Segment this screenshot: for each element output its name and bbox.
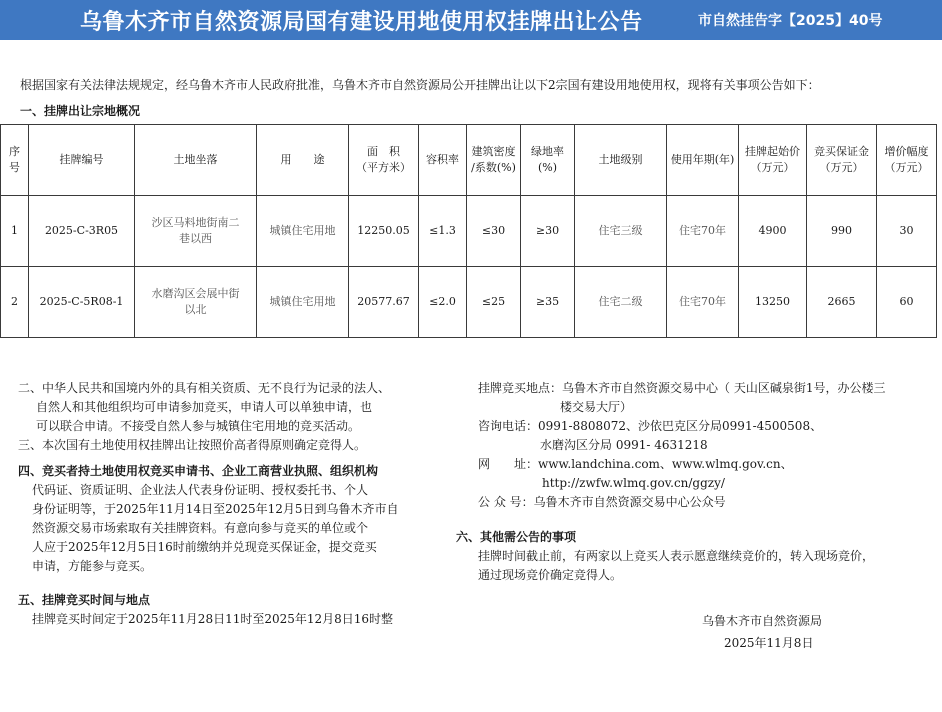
cell-seq: 1 (1, 196, 29, 267)
col-header-inc-l2: （万元） (884, 161, 929, 174)
contact-phone-line: 咨询电话：0991-8808072、沙依巴克区分局0991-4500508、 (478, 419, 823, 433)
col-header-area (349, 125, 419, 196)
table-row (1, 196, 937, 267)
auction-place-line: 挂牌竞买地点：乌鲁木齐市自然资源交易中心（ 天山区碱泉街1号，办公楼三 (478, 381, 886, 395)
cell-far: ≤2.0 (419, 267, 467, 338)
col-header-deposit (807, 125, 877, 196)
col-header-density-l1: 建筑密度 (471, 145, 516, 158)
land-parcel-table (0, 124, 937, 338)
col-header-use: 用 途 (257, 125, 349, 196)
col-header-area-l2: （平方米） (356, 161, 411, 174)
document-number: 市自然挂告字【2025】40号 (698, 13, 883, 29)
cell-seq: 2 (1, 267, 29, 338)
col-header-deposit-l2: （万元） (819, 161, 864, 174)
section-2-line: 二、中华人民共和国境内外的具有相关资质、无不良行为记录的法人、 (18, 381, 391, 395)
col-header-seq: 序号 (1, 125, 29, 196)
col-header-location: 土地坐落 (135, 125, 257, 196)
col-header-start-price (739, 125, 807, 196)
cell-location-l1: 沙区马料地街南二 (151, 216, 240, 229)
section-6-title: 六、其他需公告的事项 (456, 530, 577, 544)
cell-green: ≥35 (521, 267, 575, 338)
section-4-line: 申请，方能参与竞买。 (32, 559, 153, 573)
wechat-account-line: 公 众 号：乌鲁木齐市自然资源交易中心公众号 (478, 495, 726, 509)
section-4-line: 代码证、资质证明、企业法人代表身份证明、授权委托书、个人 (32, 483, 369, 497)
cell-years: 住宅70年 (667, 267, 739, 338)
table-header-row (1, 125, 937, 196)
contact-phone-line: 水磨沟区分局 0991- 4631218 (540, 438, 708, 452)
section-4-line: 人应于2025年12月5日16时前缴纳并兑现竞买保证金，提交竞买 (32, 540, 377, 554)
col-header-inc-l1: 增价幅度 (884, 145, 929, 158)
section-6-line: 挂牌时间截止前，有两家以上竞买人表示愿意继续竞价的，转入现场竞价， (478, 549, 875, 563)
cell-density: ≤25 (467, 267, 521, 338)
section-5-time: 挂牌竞买时间定于2025年11月28日11时至2025年12月8日16时整 (32, 612, 394, 626)
table-row (1, 267, 937, 338)
section-1-title: 一、挂牌出让宗地概况 (20, 104, 141, 118)
section-4-line (18, 462, 438, 481)
section-4-line: 身份证明等，于2025年11月14日至2025年12月5日到乌鲁木齐市自 (32, 502, 399, 516)
col-header-area-l1: 面 积 (367, 145, 400, 158)
col-header-green (521, 125, 575, 196)
cell-use: 城镇住宅用地 (257, 196, 349, 267)
website-line: http://zwfw.wlmq.gov.cn/ggzy/ (542, 476, 725, 490)
col-header-code: 挂牌编号 (29, 125, 135, 196)
cell-code: 2025-C-3R05 (29, 196, 135, 267)
cell-density: ≤30 (467, 196, 521, 267)
cell-far: ≤1.3 (419, 196, 467, 267)
section-4 (18, 462, 438, 576)
col-header-green-l1: 绿地率 (531, 145, 564, 158)
col-header-start-l2: （万元） (750, 161, 795, 174)
col-header-start-l1: 挂牌起始价 (745, 145, 800, 158)
cell-years: 住宅70年 (667, 196, 739, 267)
cell-area: 12250.05 (349, 196, 419, 267)
col-header-years: 使用年期(年) (667, 125, 739, 196)
cell-increment: 60 (877, 267, 937, 338)
cell-use: 城镇住宅用地 (257, 267, 349, 338)
section-6 (456, 528, 936, 585)
section-5-title: 五、挂牌竞买时间与地点 (18, 593, 151, 607)
header-banner (0, 0, 942, 40)
intro-text: 根据国家有关法律法规规定，经乌鲁木齐市人民政府批准，乌鲁木齐市自然资源局公开挂牌出让以下2宗国有建设用地使用权，现将有关事项公告如下： (20, 78, 820, 92)
cell-start-price: 13250 (739, 267, 807, 338)
col-header-far: 容积率 (419, 125, 467, 196)
section-2 (18, 379, 438, 455)
col-header-density (467, 125, 521, 196)
cell-location (135, 267, 257, 338)
cell-green: ≥30 (521, 196, 575, 267)
section-2-line: 可以联合申请。不接受自然人参与城镇住宅用地的竞买活动。 (36, 419, 361, 433)
col-header-increment (877, 125, 937, 196)
col-header-density-l2: /系数(%) (471, 161, 516, 174)
cell-area: 20577.67 (349, 267, 419, 338)
section-6-line: 通过现场竞价确定竞得人。 (478, 568, 623, 582)
footer-date: 2025年11月8日 (724, 636, 814, 650)
section-4-line: 然资源交易市场索取有关挂牌资料。有意向参与竞买的单位或个 (32, 521, 369, 535)
website-line: 网 址：www.landchina.com、www.wlmq.gov.cn、 (478, 457, 793, 471)
page-title: 乌鲁木齐市自然资源局国有建设用地使用权挂牌出让公告 (80, 10, 643, 35)
cell-code: 2025-C-5R08-1 (29, 267, 135, 338)
col-header-green-l2: (%) (537, 161, 558, 174)
cell-grade: 住宅二级 (575, 267, 667, 338)
footer-org: 乌鲁木齐市自然资源局 (702, 614, 823, 628)
section-2-line: 自然人和其他组织均可申请参加竞买，申请人可以单独申请，也 (36, 400, 373, 414)
section-4-line-text: 四、竞买者持土地使用权竞买申请书、企业工商营业执照、组织机构 (18, 464, 379, 478)
cell-deposit: 2665 (807, 267, 877, 338)
cell-location-l2: 巷以西 (179, 232, 212, 245)
cell-location (135, 196, 257, 267)
cell-grade: 住宅三级 (575, 196, 667, 267)
section-5 (18, 591, 458, 629)
section-3-text: 三、本次国有土地使用权挂牌出让按照价高者得原则确定竞得人。 (18, 438, 367, 452)
col-header-grade: 土地级别 (575, 125, 667, 196)
cell-increment: 30 (877, 196, 937, 267)
right-column (478, 379, 938, 512)
auction-place-line: 楼交易大厅） (560, 400, 633, 414)
cell-location-l2: 以北 (184, 303, 207, 316)
cell-deposit: 990 (807, 196, 877, 267)
col-header-deposit-l1: 竞买保证金 (814, 145, 869, 158)
cell-start-price: 4900 (739, 196, 807, 267)
cell-location-l1: 水磨沟区会展中街 (151, 287, 240, 300)
